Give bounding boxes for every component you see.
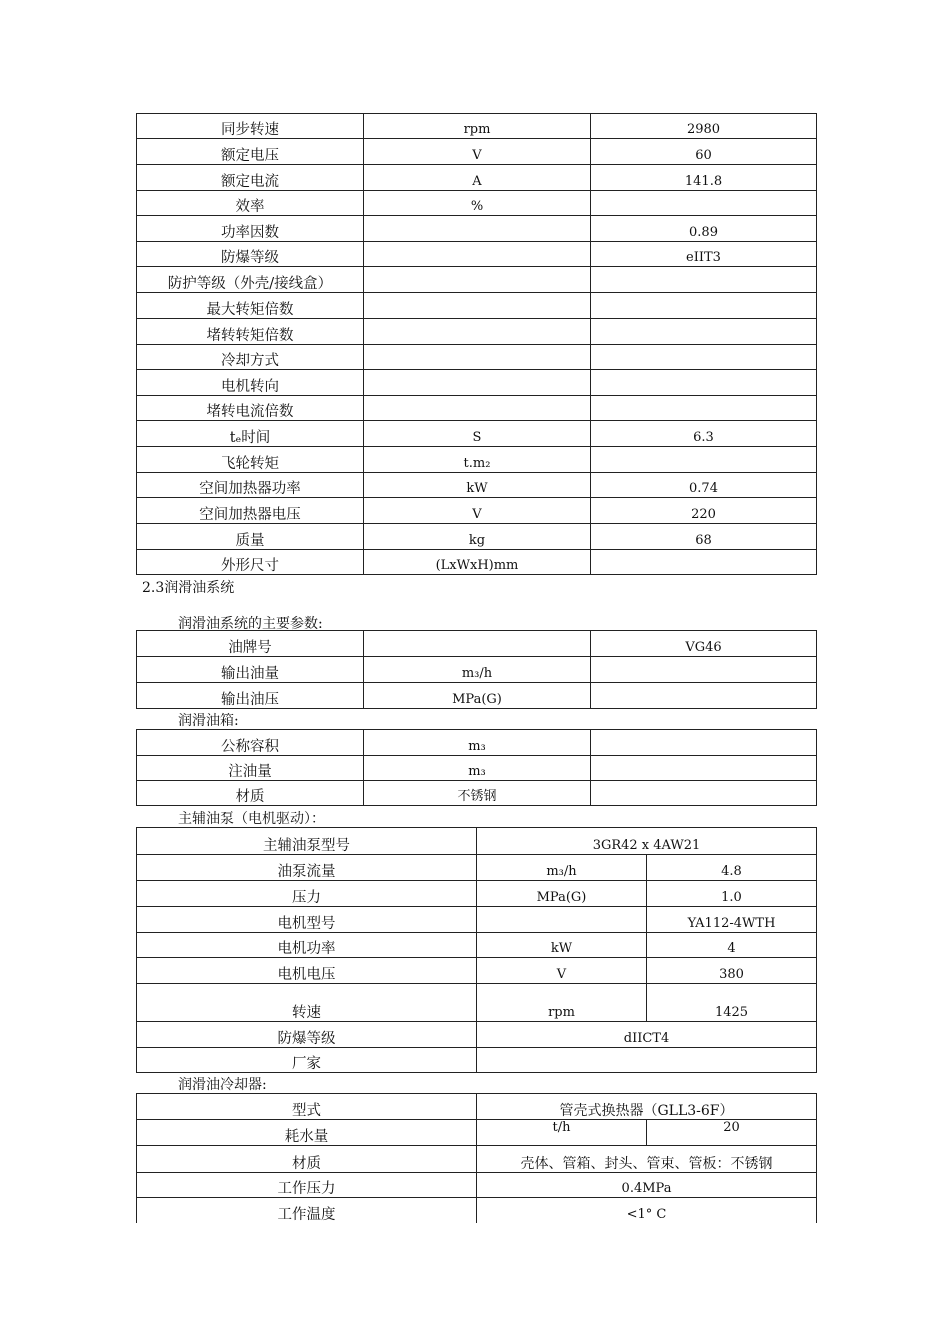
cell-param-name: 油泵流量	[137, 855, 477, 881]
cell-param-value: eIIT3	[591, 242, 817, 267]
table-row	[137, 319, 817, 345]
cell-param-name: 空间加热器电压	[137, 498, 364, 524]
cell-param-value	[591, 319, 817, 345]
table-row	[137, 396, 817, 421]
cell-param-name: 材质	[137, 1146, 477, 1173]
cell-param-value: 68	[591, 524, 817, 550]
table-row	[137, 730, 817, 756]
table-row	[137, 1048, 817, 1073]
cell-param-name: 额定电压	[137, 139, 364, 165]
cell-param-value: 0.4MPa	[477, 1173, 817, 1198]
cell-param-unit: V	[364, 498, 591, 524]
table-row	[137, 1146, 817, 1173]
cell-param-name: 公称容积	[137, 730, 364, 756]
cell-param-unit: t/h	[477, 1120, 647, 1146]
cell-param-value	[591, 683, 817, 709]
cell-param-name: 同步转速	[137, 114, 364, 139]
table-row	[137, 191, 817, 216]
cell-param-name: 最大转矩倍数	[137, 293, 364, 319]
cell-param-unit	[364, 242, 591, 267]
cell-param-value: 380	[647, 958, 817, 984]
cell-param-name: 工作压力	[137, 1173, 477, 1198]
cell-param-name: 质量	[137, 524, 364, 550]
table-row	[137, 524, 817, 550]
table-row	[137, 631, 817, 657]
table-row	[137, 216, 817, 242]
cell-param-value: <1° C	[477, 1198, 817, 1223]
cell-param-name: 电机转向	[137, 370, 364, 396]
cooler-table	[136, 1093, 817, 1223]
table-row	[137, 907, 817, 933]
cell-param-name: 压力	[137, 881, 477, 907]
cell-param-unit: MPa(G)	[364, 683, 591, 709]
cell-param-value: 管壳式换热器（GLL3-6F）	[477, 1094, 817, 1120]
cell-param-unit	[364, 631, 591, 657]
cell-param-unit	[364, 396, 591, 421]
cell-param-name: 飞轮转矩	[137, 447, 364, 473]
cell-param-name: 堵转电流倍数	[137, 396, 364, 421]
cell-param-value	[591, 730, 817, 756]
cell-param-unit: kg	[364, 524, 591, 550]
cell-param-unit: kW	[364, 473, 591, 498]
cell-param-name: 冷却方式	[137, 345, 364, 370]
table-row	[137, 1094, 817, 1120]
table-row	[137, 421, 817, 447]
cell-param-value: 20	[647, 1120, 817, 1146]
cell-param-name: 注油量	[137, 756, 364, 781]
main-pump-table	[136, 827, 817, 1073]
cell-param-name: 防护等级（外壳/接线盒）	[137, 267, 364, 293]
cell-param-name: 耗水量	[137, 1120, 477, 1146]
table-row	[137, 828, 817, 855]
cell-param-unit	[364, 370, 591, 396]
table-row	[137, 370, 817, 396]
cell-param-value	[591, 293, 817, 319]
cell-param-name: 防爆等级	[137, 1022, 477, 1048]
cell-param-unit	[364, 216, 591, 242]
cell-param-name: 电机型号	[137, 907, 477, 933]
cell-param-value	[591, 447, 817, 473]
cell-param-value: 3GR42 x 4AW21	[477, 828, 817, 855]
cell-param-unit: (LxWxH)mm	[364, 550, 591, 575]
cell-param-name: 输出油压	[137, 683, 364, 709]
lube-params-label: 润滑油系统的主要参数:	[178, 616, 323, 632]
table-row	[137, 1173, 817, 1198]
cell-param-name: 材质	[137, 781, 364, 806]
cell-param-value: 4	[647, 933, 817, 958]
table-row	[137, 984, 817, 1022]
cell-param-unit	[477, 907, 647, 933]
cell-param-unit: V	[477, 958, 647, 984]
oil-tank-table	[136, 729, 817, 806]
cell-param-name: 厂家	[137, 1048, 477, 1073]
cell-param-value: 1425	[647, 984, 817, 1022]
cell-param-value: YA112-4WTH	[647, 907, 817, 933]
cell-param-value: 壳体、管箱、封头、管束、管板：不锈钢	[477, 1146, 817, 1173]
table-row	[137, 139, 817, 165]
cell-param-unit: MPa(G)	[477, 881, 647, 907]
cell-param-value	[591, 191, 817, 216]
cell-param-name: 转速	[137, 984, 477, 1022]
table-row	[137, 498, 817, 524]
cell-param-value	[591, 267, 817, 293]
cell-param-name: 电机功率	[137, 933, 477, 958]
cell-param-name: 输出油量	[137, 657, 364, 683]
table-row	[137, 1198, 817, 1223]
table-row	[137, 1022, 817, 1048]
cell-param-name: 空间加热器功率	[137, 473, 364, 498]
table-row	[137, 550, 817, 575]
cell-param-value	[591, 756, 817, 781]
cell-param-name: 防爆等级	[137, 242, 364, 267]
cell-param-unit: rpm	[364, 114, 591, 139]
motor-spec-table	[136, 113, 817, 575]
table-row	[137, 114, 817, 139]
cell-param-value: 0.89	[591, 216, 817, 242]
cell-param-value	[591, 396, 817, 421]
table-row	[137, 267, 817, 293]
cell-param-unit: %	[364, 191, 591, 216]
cell-param-name: 堵转转矩倍数	[137, 319, 364, 345]
oil-tank-label: 润滑油箱:	[178, 713, 239, 729]
table-row	[137, 781, 817, 806]
table-row	[137, 165, 817, 191]
cooler-label: 润滑油冷却器:	[178, 1077, 267, 1093]
cell-param-unit: rpm	[477, 984, 647, 1022]
cell-param-value: 141.8	[591, 165, 817, 191]
cell-param-value	[591, 657, 817, 683]
table-row	[137, 1120, 817, 1146]
cell-param-unit: m₃	[364, 756, 591, 781]
cell-param-value: dIICT4	[477, 1022, 817, 1048]
cell-param-unit	[364, 293, 591, 319]
cell-param-value: 4.8	[647, 855, 817, 881]
table-row	[137, 855, 817, 881]
cell-param-value: 1.0	[647, 881, 817, 907]
cell-param-unit: m₃/h	[477, 855, 647, 881]
table-row	[137, 881, 817, 907]
cell-param-unit	[364, 319, 591, 345]
cell-param-value: 6.3	[591, 421, 817, 447]
main-pump-label: 主辅油泵（电机驱动）：	[178, 811, 325, 827]
table-row	[137, 657, 817, 683]
cell-param-value	[591, 781, 817, 806]
table-row	[137, 958, 817, 984]
section-heading: 2.3润滑油系统	[142, 580, 235, 596]
table-row	[137, 345, 817, 370]
cell-param-value: 0.74	[591, 473, 817, 498]
cell-param-value	[591, 370, 817, 396]
table-row	[137, 933, 817, 958]
cell-param-name: 主辅油泵型号	[137, 828, 477, 855]
cell-param-value	[591, 345, 817, 370]
cell-param-name: tₑ时间	[137, 421, 364, 447]
cell-param-unit	[364, 267, 591, 293]
cell-param-unit: 不锈钢	[364, 781, 591, 806]
cell-param-name: 油牌号	[137, 631, 364, 657]
cell-param-name: 电机电压	[137, 958, 477, 984]
cell-param-value: 60	[591, 139, 817, 165]
cell-param-name: 额定电流	[137, 165, 364, 191]
cell-param-value	[591, 550, 817, 575]
cell-param-name: 功率因数	[137, 216, 364, 242]
table-row	[137, 242, 817, 267]
table-row	[137, 473, 817, 498]
table-row	[137, 293, 817, 319]
cell-param-value: 220	[591, 498, 817, 524]
cell-param-unit: m₃	[364, 730, 591, 756]
cell-param-unit: S	[364, 421, 591, 447]
cell-param-name: 型式	[137, 1094, 477, 1120]
cell-param-name: 外形尺寸	[137, 550, 364, 575]
table-row	[137, 447, 817, 473]
cell-param-value: 2980	[591, 114, 817, 139]
cell-param-value: VG46	[591, 631, 817, 657]
cell-param-unit: A	[364, 165, 591, 191]
cell-param-unit: V	[364, 139, 591, 165]
cell-param-unit: m₃/h	[364, 657, 591, 683]
lube-params-table	[136, 630, 817, 709]
cell-param-name: 效率	[137, 191, 364, 216]
cell-param-name: 工作温度	[137, 1198, 477, 1223]
cell-param-unit: kW	[477, 933, 647, 958]
table-row	[137, 756, 817, 781]
cell-param-unit	[364, 345, 591, 370]
cell-param-unit: t.m₂	[364, 447, 591, 473]
cell-param-value	[477, 1048, 817, 1073]
table-row	[137, 683, 817, 709]
